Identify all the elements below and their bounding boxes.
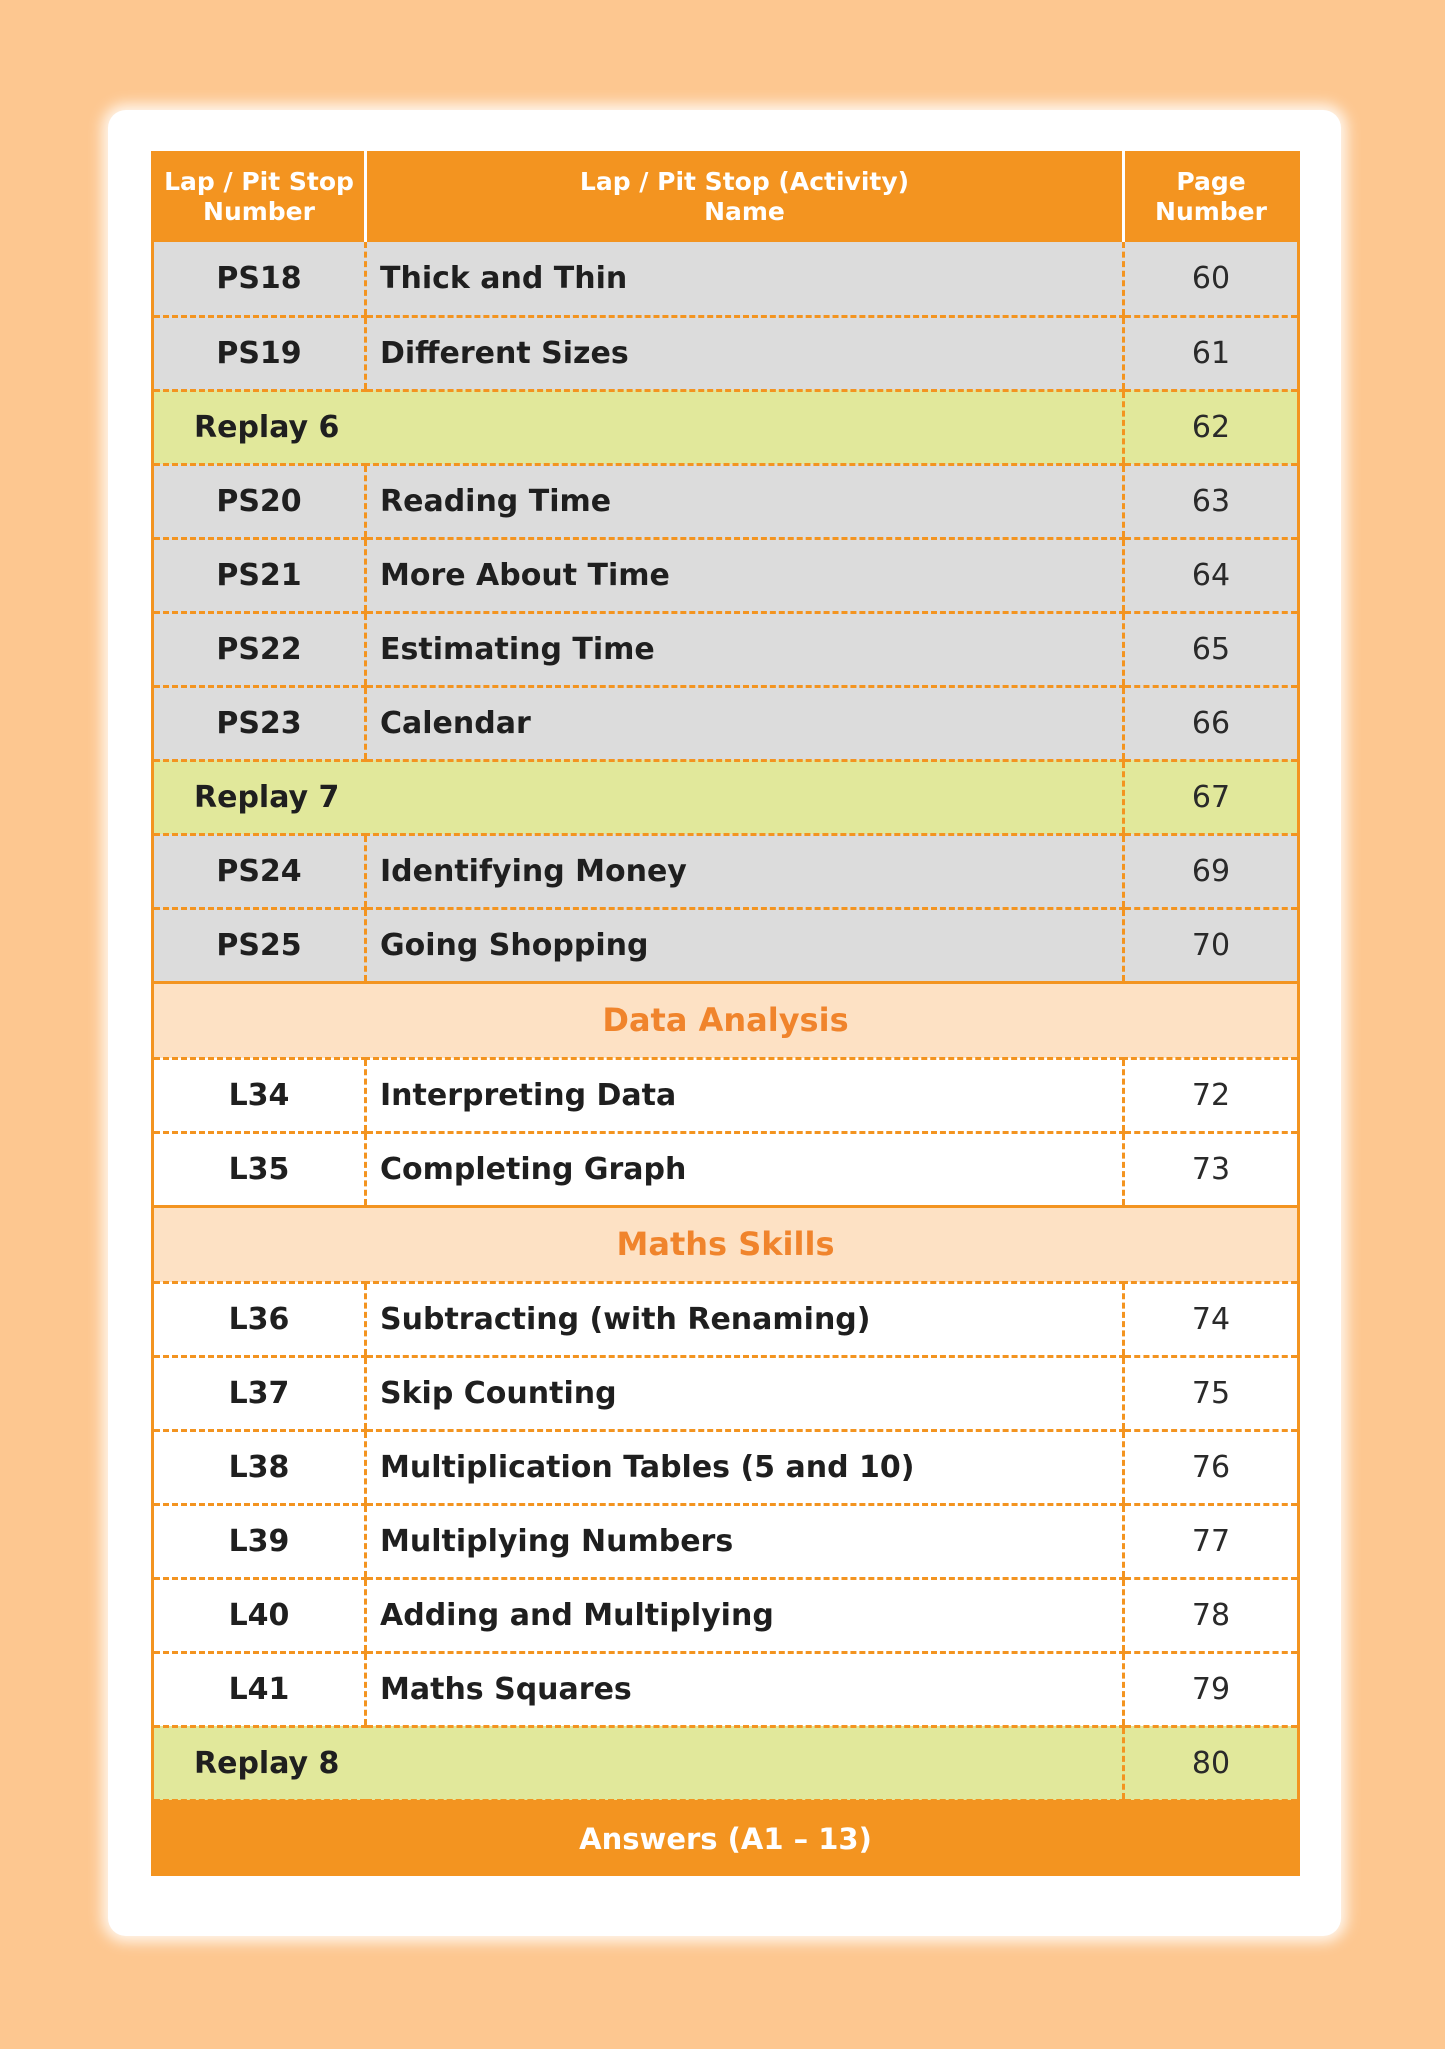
page-number: 78: [1124, 1578, 1299, 1652]
table-row: [153, 464, 1299, 538]
header-activity-name: Lap / Pit Stop (Activity) Name: [366, 151, 1124, 242]
page-number: 72: [1124, 1058, 1299, 1132]
table-row: [153, 686, 1299, 760]
table-row: [153, 760, 1299, 834]
lap-number: L40: [153, 1578, 366, 1652]
lap-number: PS18: [153, 242, 366, 316]
lap-number: L39: [153, 1504, 366, 1578]
lap-number: PS22: [153, 612, 366, 686]
page-number: 74: [1124, 1282, 1299, 1356]
section-heading-row: [153, 1206, 1299, 1282]
table-row: [153, 1504, 1299, 1578]
lap-number: L36: [153, 1282, 366, 1356]
table-row: [153, 1132, 1299, 1206]
activity-name: Going Shopping: [366, 908, 1124, 982]
table-row: [153, 1652, 1299, 1726]
lap-number: PS24: [153, 834, 366, 908]
page-number: 75: [1124, 1356, 1299, 1430]
lap-number: PS25: [153, 908, 366, 982]
page-number: 66: [1124, 686, 1299, 760]
page-number: 67: [1124, 760, 1299, 834]
table-row: [153, 1058, 1299, 1132]
page-number: 64: [1124, 538, 1299, 612]
activity-name: Different Sizes: [366, 316, 1124, 390]
page-number: 73: [1124, 1132, 1299, 1206]
activity-name: Multiplying Numbers: [366, 1504, 1124, 1578]
activity-name: Thick and Thin: [366, 242, 1124, 316]
activity-name: Interpreting Data: [366, 1058, 1124, 1132]
page-number: 65: [1124, 612, 1299, 686]
lap-number: L41: [153, 1652, 366, 1726]
lap-number: L37: [153, 1356, 366, 1430]
lap-number: L38: [153, 1430, 366, 1504]
table-row: [153, 242, 1299, 316]
activity-name: Maths Squares: [366, 1652, 1124, 1726]
page-number: 79: [1124, 1652, 1299, 1726]
page-number: 80: [1124, 1726, 1299, 1800]
lap-number: PS23: [153, 686, 366, 760]
page-number: 60: [1124, 242, 1299, 316]
page-number: 69: [1124, 834, 1299, 908]
answers-label: Answers (A1 – 13): [153, 1800, 1299, 1876]
table-row: [153, 834, 1299, 908]
answers-row: [153, 1800, 1299, 1876]
table-row: [153, 1356, 1299, 1430]
activity-name: Skip Counting: [366, 1356, 1124, 1430]
lap-number: L35: [153, 1132, 366, 1206]
activity-name: Reading Time: [366, 464, 1124, 538]
contents-table: [151, 151, 1300, 1876]
activity-name: Multiplication Tables (5 and 10): [366, 1430, 1124, 1504]
table-row: [153, 316, 1299, 390]
activity-name: Identifying Money: [366, 834, 1124, 908]
table-header-row: [153, 151, 1299, 242]
header-lap-number: Lap / Pit Stop Number: [153, 151, 366, 242]
table-row: [153, 908, 1299, 982]
page-number: 77: [1124, 1504, 1299, 1578]
page-number: 61: [1124, 316, 1299, 390]
section-heading-row: [153, 982, 1299, 1058]
table-row: [153, 612, 1299, 686]
table-row: [153, 1578, 1299, 1652]
activity-name: More About Time: [366, 538, 1124, 612]
table-row: [153, 538, 1299, 612]
table-row: [153, 1282, 1299, 1356]
page-number: 63: [1124, 464, 1299, 538]
table-row: [153, 1726, 1299, 1800]
activity-name: Estimating Time: [366, 612, 1124, 686]
table-row: [153, 1430, 1299, 1504]
page-number: 62: [1124, 390, 1299, 464]
lap-number: PS20: [153, 464, 366, 538]
page-number: 76: [1124, 1430, 1299, 1504]
lap-number: L34: [153, 1058, 366, 1132]
replay-label: Replay 8: [153, 1726, 1124, 1800]
table-row: [153, 390, 1299, 464]
activity-name: Adding and Multiplying: [366, 1578, 1124, 1652]
lap-number: PS21: [153, 538, 366, 612]
activity-name: Calendar: [366, 686, 1124, 760]
header-page-number: Page Number: [1124, 151, 1299, 242]
section-title: Maths Skills: [153, 1206, 1299, 1282]
page-number: 70: [1124, 908, 1299, 982]
section-title: Data Analysis: [153, 982, 1299, 1058]
table-body: [153, 242, 1299, 1876]
replay-label: Replay 6: [153, 390, 1124, 464]
lap-number: PS19: [153, 316, 366, 390]
activity-name: Subtracting (with Renaming): [366, 1282, 1124, 1356]
replay-label: Replay 7: [153, 760, 1124, 834]
activity-name: Completing Graph: [366, 1132, 1124, 1206]
